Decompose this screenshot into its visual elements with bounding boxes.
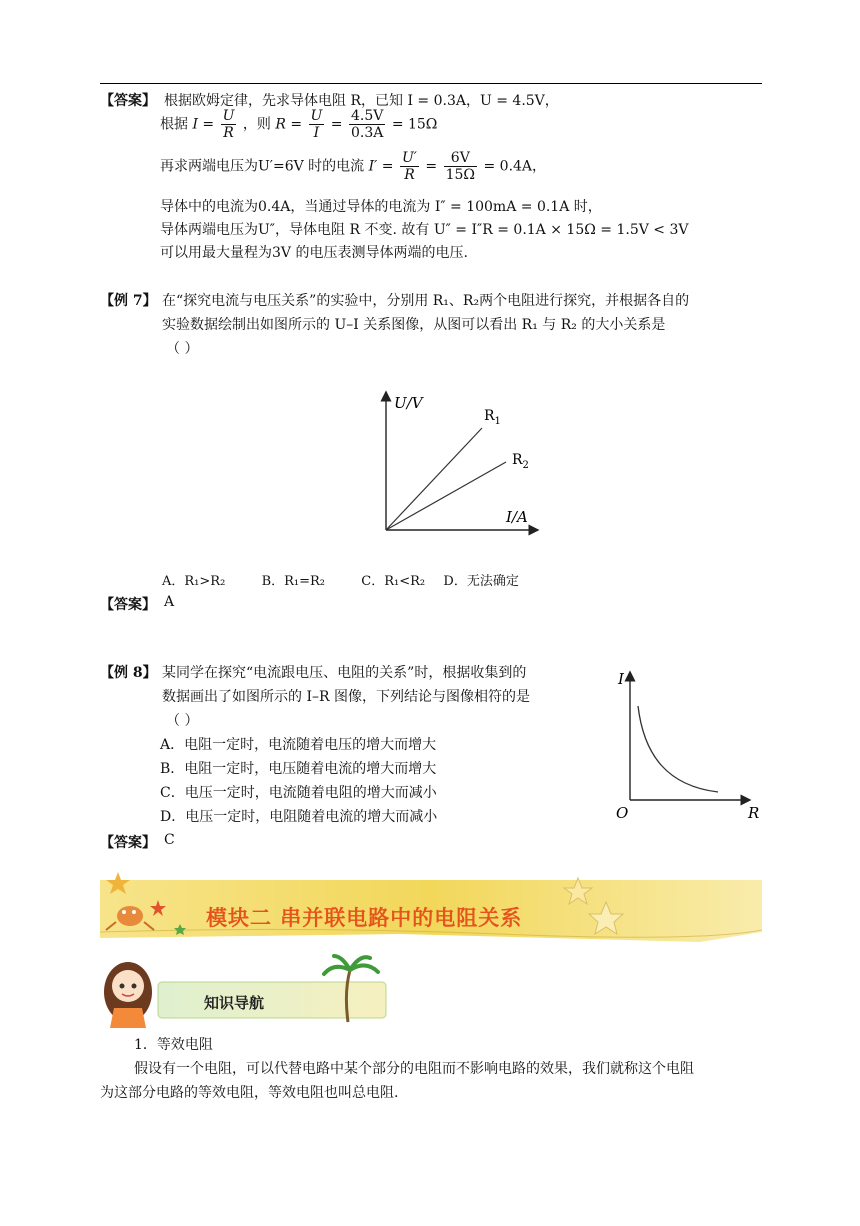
example8-option-a: A．电阻一定时，电流随着电压的增大而增大 <box>160 737 437 753</box>
example8-label: 【例 8】 <box>100 665 157 681</box>
answer6-line3: 再求两端电压为U′=6V 时的电流 I′ = $\frac{U'}{R}$ = $\frac{6V}{15\Omega}$ = 0.4A， <box>160 150 547 183</box>
line-r1 <box>386 428 482 530</box>
example8-ir-graph <box>608 666 768 826</box>
y-axis-label: I <box>618 670 624 688</box>
option-b: B．R₁=R₂ <box>261 574 326 589</box>
girl-avatar-icon <box>104 962 152 1028</box>
example8-option-d: D．电压一定时，电阻随着电流的增大而减小 <box>160 809 438 825</box>
example8-line1: 某同学在探究“电流跟电压、电阻的关系”时，根据收集到的 <box>162 665 527 681</box>
nav-banner <box>98 952 388 1028</box>
example7-options <box>162 570 519 589</box>
r2-label: $R_2$ <box>512 452 529 471</box>
example7-ui-graph <box>370 388 540 538</box>
answer6-line4: 导体中的电流为0.4A，当通过导体的电流为 I″ = 100mA = 0.1A 时， <box>160 199 602 215</box>
example8-option-b: B．电阻一定时，电压随着电流的增大而增大 <box>160 761 437 777</box>
section1-para-line2: 为这部分电路的等效电阻，等效电阻也叫总电阻. <box>100 1085 399 1101</box>
example8-answer-label: 【答案】 <box>100 835 156 851</box>
origin-label: O <box>616 804 629 822</box>
example7-answer-label: 【答案】 <box>100 597 156 613</box>
example7-answer: A <box>164 594 175 610</box>
answer6-line1: 根据欧姆定律，先求导体电阻 R，已知 I = 0.3A，U = 4.5V， <box>164 93 559 109</box>
example8-bracket: （ ） <box>166 713 199 729</box>
option-d: D．无法确定 <box>443 574 519 589</box>
nav-title: 知识导航 <box>204 994 265 1012</box>
option-a: A．R₁>R₂ <box>162 574 226 589</box>
r1-label: $R_1$ <box>484 408 501 427</box>
example7-line1: 在“探究电流与电压关系”的实验中，分别用 R₁、R₂两个电阻进行探究，并根据各自的 <box>162 293 690 309</box>
x-axis-label: R <box>748 804 760 822</box>
curve <box>638 706 718 792</box>
option-c: C．R₁<R₂ <box>361 574 426 589</box>
y-axis-label: U/V <box>394 394 423 412</box>
answer6-line5: 导体两端电压为U″，导体电阻 R 不变. 故有 U″ = I″R = 0.1A × 15Ω = 1.5V < 3V <box>160 222 689 238</box>
example7-bracket: （ ） <box>166 341 199 357</box>
example7-line2: 实验数据绘制出如图所示的 U–I 关系图像，从图可以看出 R₁ 与 R₂ 的大小关系是 <box>162 317 666 333</box>
example8-answer: C <box>164 832 175 848</box>
example8-option-c: C．电压一定时，电流随着电阻的增大而减小 <box>160 785 437 801</box>
header-rule <box>100 83 762 84</box>
section1-heading: 1．等效电阻 <box>134 1037 213 1053</box>
module-title: 模块二 串并联电路中的电阻关系 <box>206 906 523 930</box>
answer6-line2: 根据 I = $\frac{U}{R}$ ，则 R = $\frac{U}{I}$ = $\frac{4.5V}{0.3A}$ = 15Ω <box>160 108 438 141</box>
example7-label: 【例 7】 <box>100 293 157 309</box>
section1-para-line1: 假设有一个电阻，可以代替电路中某个部分的电阻而不影响电路的效果，我们就称这个电阻 <box>134 1061 694 1077</box>
answer6-label: 【答案】 <box>100 93 156 109</box>
example8-line2: 数据画出了如图所示的 I–R 图像，下列结论与图像相符的是 <box>162 689 530 705</box>
line-r2 <box>386 462 506 530</box>
x-axis-label: I/A <box>506 508 528 526</box>
answer6-line6: 可以用最大量程为3V 的电压表测导体两端的电压. <box>160 245 468 261</box>
